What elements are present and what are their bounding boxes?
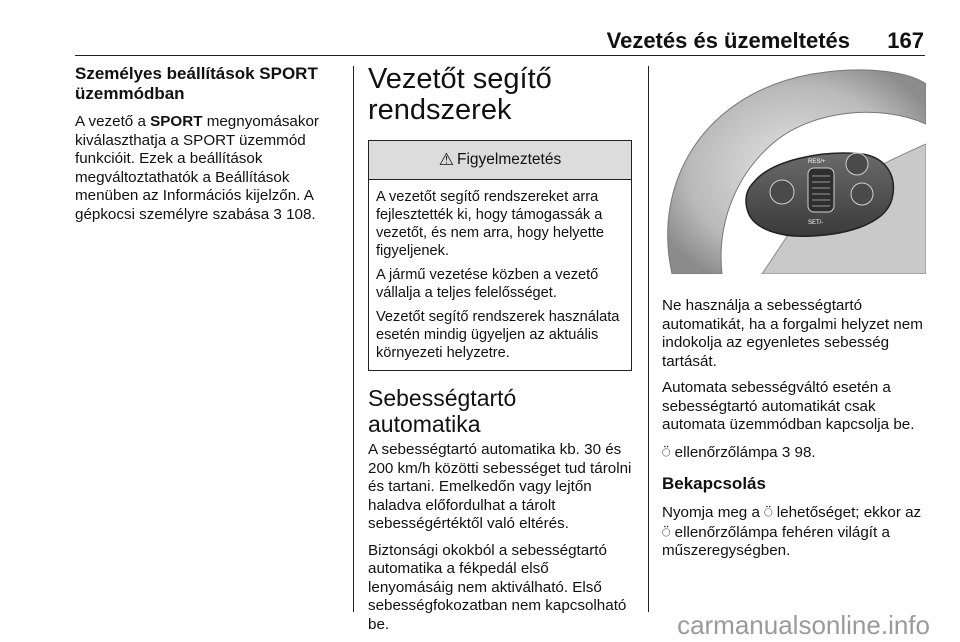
cruise-control-icon: ⍥	[764, 504, 773, 520]
warning-title: Figyelmeztetés	[457, 151, 562, 168]
warning-paragraph: A vezetőt segítő rendszereket arra fejlesztették ki, hogy támogassák a vezetőt, és nem arra, hogy helyette figyeljenek.	[376, 189, 604, 259]
page-reference-icon: 3	[273, 205, 282, 223]
page-header-title: Vezetés és üzemeltetés	[606, 28, 850, 53]
set-label: SET/-	[808, 220, 824, 226]
sport-mode-heading: Személyes beállítások SPORT üzemmódban	[75, 64, 318, 103]
header-rule	[75, 55, 925, 56]
body-paragraph: A sebességtartó automatika kb. 30 és 200 km/h közötti sebességet tud tárolni és tartani. Emelkedőn vagy lejtőn haladva előfordulhat a tárolt sebességértéktől való eltérés.	[368, 441, 632, 532]
steering-wheel-controls-image	[662, 64, 926, 274]
warning-triangle-icon: ⚠	[438, 150, 454, 169]
activation-heading: Bekapcsolás	[662, 474, 766, 493]
warning-header	[369, 141, 631, 180]
warning-body	[369, 180, 631, 370]
cruise-control-heading: Sebességtartó automatika	[368, 385, 517, 437]
cruise-control-icon: ⍥	[662, 523, 671, 540]
activation-paragraph: Nyomja meg a ⍥ lehetőséget; ekkor az ⍥ ellenőrzőlámpa fehéren világít a műszeregységben.	[662, 504, 922, 559]
sport-mode-paragraph: A vezető a SPORT megnyomásakor kiválaszthatja a SPORT üzemmód funkcióit. Ezek a beállítások megváltoztathatók a Beállítások menüben az Információs kijelzőn. A gépkocsi személyre szabása 3 108.	[75, 113, 319, 223]
page-reference-icon: 3	[781, 443, 791, 461]
column-2	[368, 64, 634, 642]
column-3	[662, 64, 926, 569]
body-paragraph: Automata sebességváltó esetén a sebességtartó automatikát csak automata üzemmódban kapcsolja be.	[662, 379, 915, 433]
column-divider	[648, 66, 649, 612]
indicator-line: ⍥ ellenőrzőlámpa 3 98.	[662, 443, 816, 461]
body-paragraph: Biztonsági okokból a sebességtartó automatika a fékpedál első lenyomásáig nem aktiválható. Első sebességfokozatban nem kapcsolható be.	[368, 541, 627, 633]
warning-paragraph: Vezetőt segítő rendszerek használata esetén mindig ügyeljen az aktuális környezeti helyzetre.	[376, 309, 620, 361]
section-title: Vezetőt segítő rendszerek	[368, 63, 552, 126]
page-number: 167	[887, 28, 924, 53]
watermark: carmanualsonline.info	[677, 610, 930, 640]
column-1	[75, 64, 345, 232]
res-label: RES/+	[808, 159, 826, 165]
cruise-control-icon: ⍥	[662, 443, 671, 460]
warning-paragraph: A jármű vezetése közben a vezető vállalja a teljes felelősséget.	[376, 267, 599, 301]
column-divider	[353, 66, 354, 612]
warning-box	[368, 140, 632, 371]
body-paragraph: Ne használja a sebességtartó automatikát, ha a forgalmi helyzet nem indokolja az egyenletes sebesség tartását.	[662, 297, 923, 370]
